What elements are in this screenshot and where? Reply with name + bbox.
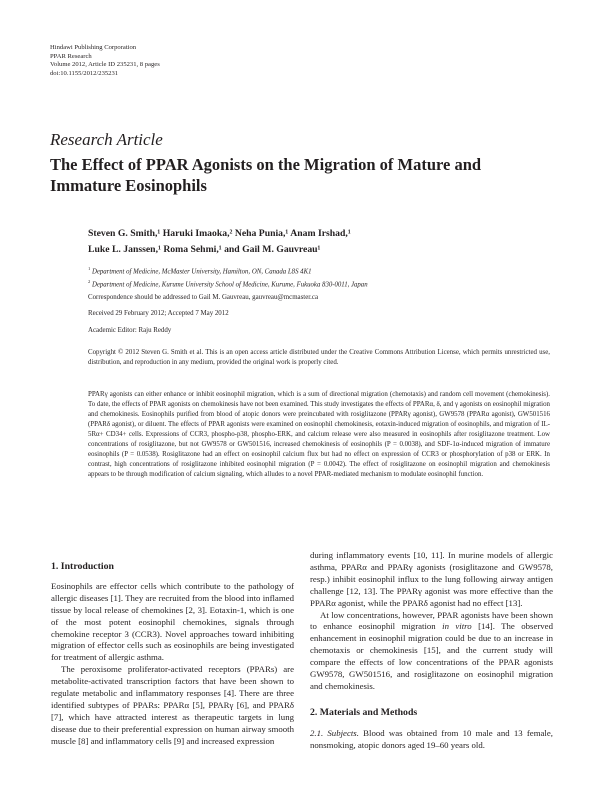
body-paragraph: Eosinophils are effector cells which contribute to the pathology of allergic diseases [1]. They are recruited from the blood into inflamed tissue by local release of chemokines [2, 3]. Eotaxin-1, which is one of the most potent eosinophil chemokines, signals through chemokine receptor 3 (CCR3). Novel approaches toward inhibiting migration of effector cells such as eosinophils are being investigated for treatment of allergic asthma. — [51, 580, 294, 663]
body-paragraph — [310, 728, 553, 752]
authors-line-1: Steven G. Smith,¹ Haruki Imaoka,² Neha Punia,¹ Anam Irshad,¹ — [88, 228, 351, 239]
affiliation-mark: 1 — [88, 266, 91, 271]
author-list — [88, 226, 548, 257]
affiliation-2 — [88, 277, 550, 290]
paragraph-text: [14]. The observed enhancement in eosinophil migration could be due to an increase in chemotaxis or chemokinesis [15], and the current study will compare the effects of low concentrations of the PPAR agonists GW9578, GW501516, and rosiglitazone on eosinophil migration and chemokinesis. — [310, 621, 553, 691]
body-paragraph: The peroxisome proliferator-activated receptors (PPARs) are metabolite-activated transcription factors that have been shown to regulate metabolic and inflammatory responses [4]. There are three identified subtypes of PPARs: PPARα [5], PPARγ [6], and PPARδ [7], which have attracted interest as therapeutic targets in lung disease due to their preferential expression on human airway smooth muscle [8] and inflammatory cells [9] and increased expression — [51, 664, 294, 746]
journal-name: PPAR Research — [50, 52, 92, 60]
body-paragraph — [310, 610, 553, 693]
affiliations — [88, 264, 550, 291]
paragraph-text: At low concentrations, however, PPAR agonists have been shown to enhance eosinophil migration — [310, 609, 553, 632]
article-title: The Effect of PPAR Agonists on the Migration of Mature and Immature Eosinophils — [50, 155, 482, 195]
subsection-label: 2.1. Subjects. — [310, 727, 359, 738]
academic-editor: Academic Editor: Raju Reddy — [88, 327, 172, 334]
affiliation-text: Department of Medicine, Kurume University School of Medicine, Kurume, Fukuoka 830-0011, Japan — [91, 281, 368, 289]
affiliation-text: Department of Medicine, McMaster University, Hamilton, ON, Canada L8S 4K1 — [91, 268, 312, 276]
paragraph-text: Blood was obtained from 10 male and 13 female, nonsmoking, atopic donors aged 19–60 years old. — [310, 727, 553, 750]
correspondence: Correspondence should be addressed to Gail M. Gauvreau, gauvreau@mcmaster.ca — [88, 294, 319, 301]
abstract — [88, 390, 550, 480]
abstract-text: PPARγ agonists can either enhance or inhibit eosinophil migration, which is a sum of directional migration (chemotaxis) and random cell movement (chemokinesis). To date, the effects of PPAR agonists on chemokinesis have not been examined. This study investigates the effects of PPARα, δ, and γ agonists on eosinophil migration and chemokinesis. Eosinophils purified from blood of atopic donors were preincubated with rosiglitazone (PPARγ agonist), GW9578 (PPARα agonist), GW501516 (PPARδ agonist), or diluent. The effects of PPAR agonists were examined on eosinophil chemokinesis, eotaxin-induced migration of eosinophils, and migration of IL-5Rα+ CD34+ cells. Expressions of CCR3, phospho-p38, phospho-ERK, and calcium release were also measured in eosinophils after rosiglitazone treatment. Low concentrations of rosiglitazone, but not GW9578 or GW501516, increased chemokinesis of eosinophils (P = 0.0038), and SDF-1α-induced migration of immature eosinophils (P = 0.0538). Rosiglitazone had an effect on eosinophil calcium flux but had no effect on expression of CCR3 or phosphorylation of p38 or ERK. In contrast, high concentrations of rosiglitazone inhibited eosinophil migration (P = 0.0042). The effect of rosiglitazone on eosinophil migration and chemokinesis appears to be through modification of calcium signaling, which alludes to a novel PPAR-mediated mechanism to modulate eosinophil function. — [88, 391, 550, 478]
section-heading-materials-methods: 2. Materials and Methods — [310, 706, 418, 718]
body-column-right — [310, 550, 553, 752]
volume-info: Volume 2012, Article ID 235231, 8 pages — [50, 61, 160, 69]
body-column-left — [51, 561, 294, 748]
copyright-notice: Copyright © 2012 Steven G. Smith et al. This is an open access article distributed under the Creative Commons Attribution License, which permits unrestricted use, distribution, and reproduction in any medium, provided the original work is properly cited. — [88, 349, 550, 366]
doi[interactable]: doi:10.1155/2012/235231 — [50, 69, 119, 77]
received-accepted-dates: Received 29 February 2012; Accepted 7 May 2012 — [88, 310, 229, 317]
paragraph-italic-term: in vitro — [442, 621, 472, 632]
body-paragraph: during inflammatory events [10, 11]. In murine models of allergic asthma, PPARα and PPARγ agonists (rosiglitazone and GW9578, resp.) inhibit eosinophil influx to the lung following airway antigen challenge [12, 13]. The PPARγ agonist was more effective than the PPARα agonist, while the PPARδ agonist had no effect [13]. — [310, 550, 553, 608]
authors-line-2: Luke L. Janssen,¹ Roma Sehmi,¹ and Gail M. Gauvreau¹ — [88, 243, 321, 255]
publication-info — [50, 44, 160, 78]
affiliation-1 — [88, 264, 550, 277]
affiliation-mark: 2 — [88, 279, 91, 285]
section-heading-introduction: 1. Introduction — [51, 561, 114, 572]
article-type: Research Article — [50, 130, 163, 149]
publisher-name: Hindawi Publishing Corporation — [50, 44, 137, 51]
